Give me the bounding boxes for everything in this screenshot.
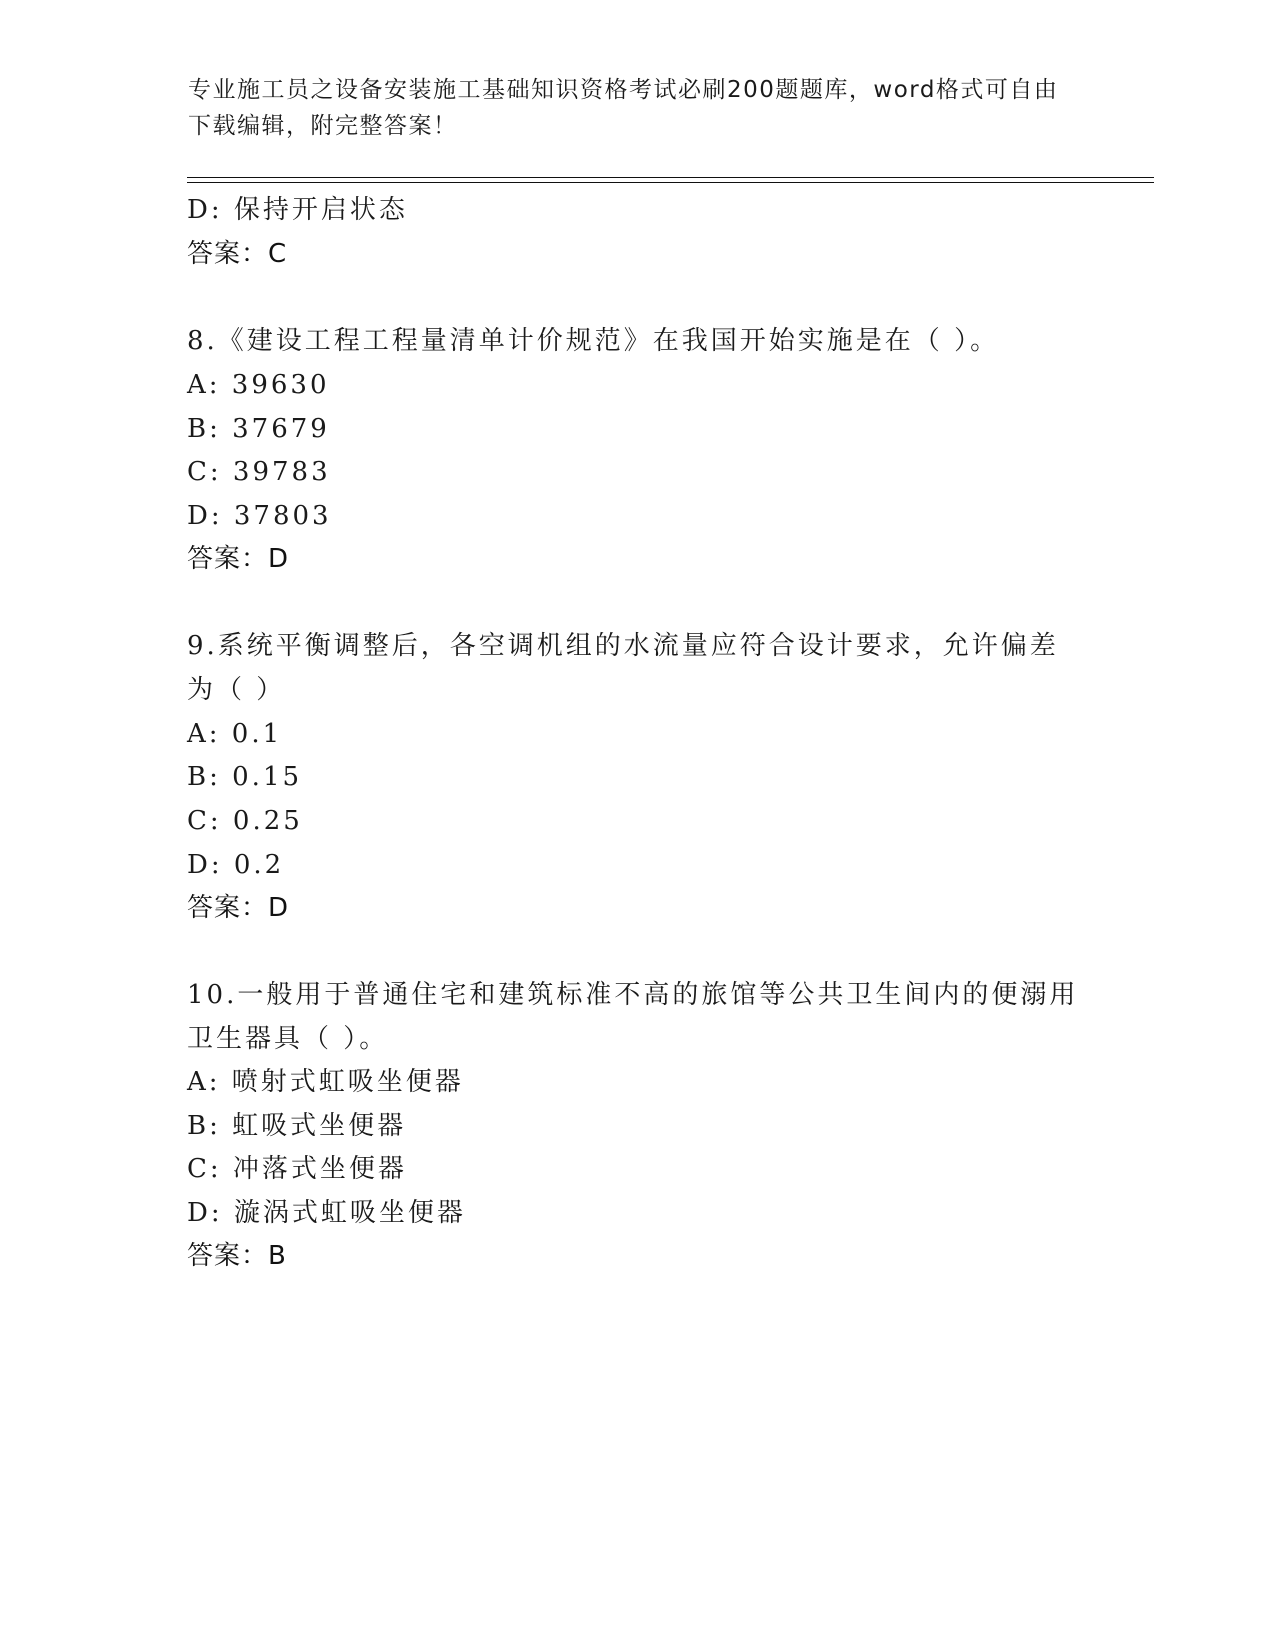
- question-10-answer: 答案：B: [187, 1241, 287, 1271]
- question-9-option-d: D: 0.2: [187, 850, 285, 880]
- prev-option-d: D: 保持开启状态: [187, 195, 408, 225]
- question-8-option-d: D: 37803: [187, 501, 332, 531]
- document-header: [188, 72, 1068, 144]
- prev-answer: 答案：C: [187, 239, 288, 269]
- header-line-1: 专业施工员之设备安装施工基础知识资格考试必刷200题题库，word格式可自由: [188, 77, 1059, 103]
- question-8-stem: 8.《建设工程工程量清单计价规范》在我国开始实施是在（ ）。: [187, 326, 1000, 356]
- header-divider-bottom: [187, 182, 1154, 183]
- question-9-stem-line-2: 为（ ）: [187, 675, 286, 705]
- question-9-stem-line-1: 9.系统平衡调整后，各空调机组的水流量应符合设计要求，允许偏差: [187, 631, 1059, 661]
- header-divider-top: [187, 177, 1154, 178]
- question-10-stem-line-1: 10.一般用于普通住宅和建筑标准不高的旅馆等公共卫生间内的便溺用: [187, 980, 1079, 1010]
- question-9-option-c: C: 0.25: [187, 806, 303, 836]
- question-10-stem-line-2: 卫生器具（ ）。: [187, 1024, 389, 1054]
- question-10-option-a: A: 喷射式虹吸坐便器: [187, 1067, 464, 1097]
- question-9-option-b: B: 0.15: [187, 762, 303, 792]
- question-10-option-c: C: 冲落式坐便器: [187, 1154, 407, 1184]
- question-9-option-a: A: 0.1: [187, 719, 283, 749]
- question-9-answer: 答案：D: [187, 893, 290, 923]
- question-10-option-b: B: 虹吸式坐便器: [187, 1111, 407, 1141]
- question-10-option-d: D: 漩涡式虹吸坐便器: [187, 1198, 466, 1228]
- question-8-option-b: B: 37679: [187, 414, 330, 444]
- question-8-option-a: A: 39630: [187, 370, 330, 400]
- header-line-2: 下载编辑，附完整答案！: [188, 113, 458, 139]
- question-8-option-c: C: 39783: [187, 457, 331, 487]
- question-8-answer: 答案：D: [187, 544, 290, 574]
